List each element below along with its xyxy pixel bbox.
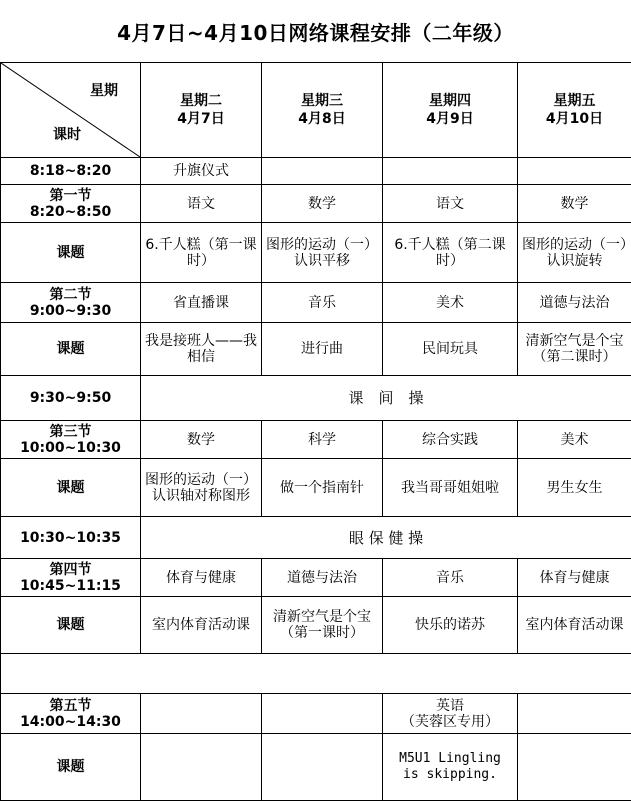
subject-cell: 体育与健康 bbox=[518, 559, 631, 597]
subject-cell: 语文 bbox=[141, 185, 262, 223]
period-label: 第二节 bbox=[49, 286, 92, 303]
day-header-tue bbox=[141, 63, 262, 158]
subject-cell: 数学 bbox=[141, 421, 262, 459]
header-row bbox=[1, 63, 631, 158]
period-row-1 bbox=[1, 185, 631, 223]
period-cell bbox=[1, 421, 141, 459]
subject-cell: 道德与法治 bbox=[262, 559, 383, 597]
topic-cell: 清新空气是个宝（第二课时） bbox=[518, 323, 631, 376]
empty-cell bbox=[262, 734, 383, 801]
empty-cell bbox=[518, 694, 631, 734]
period-label: 第五节 bbox=[49, 697, 92, 714]
day-date: 4月7日 bbox=[177, 111, 225, 127]
topic-cell: 室内体育活动课 bbox=[518, 597, 631, 654]
empty-cell bbox=[141, 734, 262, 801]
corner-weekday-label: 星期 bbox=[90, 83, 118, 99]
period-cell bbox=[1, 559, 141, 597]
period-time: 8:20~8:50 bbox=[29, 203, 112, 220]
period-label: 第三节 bbox=[49, 423, 92, 440]
corner-period-label: 课时 bbox=[53, 127, 81, 143]
topic-cell: 图形的运动（一）认识平移 bbox=[262, 223, 383, 283]
time-cell: 9:30~9:50 bbox=[1, 376, 141, 421]
topic-line: is skipping. bbox=[403, 767, 497, 782]
day-header-fri bbox=[518, 63, 631, 158]
topic-line: M5U1 Lingling bbox=[399, 751, 501, 766]
activity-cell: 眼 保 健 操 bbox=[141, 517, 631, 559]
day-date: 4月9日 bbox=[426, 111, 474, 127]
topic-cell: 我是接班人——我相信 bbox=[141, 323, 262, 376]
topic-cell: 快乐的诺苏 bbox=[383, 597, 518, 654]
topic-label: 课题 bbox=[1, 223, 141, 283]
subject-cell: 音乐 bbox=[383, 559, 518, 597]
activity-cell: 课 间 操 bbox=[141, 376, 631, 421]
period-row-2 bbox=[1, 283, 631, 323]
activity-cell: 升旗仪式 bbox=[141, 158, 262, 185]
day-name: 星期四 bbox=[429, 93, 471, 109]
topic-cell: 室内体育活动课 bbox=[141, 597, 262, 654]
corner-cell bbox=[1, 63, 141, 158]
topic-cell: 6.千人糕（第一课时） bbox=[141, 223, 262, 283]
period-cell bbox=[1, 283, 141, 323]
day-header-wed bbox=[262, 63, 383, 158]
subject-cell: 美术 bbox=[383, 283, 518, 323]
subject-cell: 数学 bbox=[518, 185, 631, 223]
empty-cell bbox=[518, 734, 631, 801]
period-label: 第一节 bbox=[49, 187, 92, 204]
period-time: 10:00~10:30 bbox=[20, 439, 121, 456]
subject-note: （芙蓉区专用） bbox=[401, 713, 499, 730]
period-row-4 bbox=[1, 559, 631, 597]
topic-row-5 bbox=[1, 734, 631, 801]
topic-row-1 bbox=[1, 223, 631, 283]
lunch-gap-row bbox=[1, 654, 631, 694]
topic-cell: 进行曲 bbox=[262, 323, 383, 376]
period-row-3 bbox=[1, 421, 631, 459]
day-header-thu bbox=[383, 63, 518, 158]
schedule-table bbox=[0, 62, 631, 801]
page-title: 4月7日~4月10日网络课程安排（二年级） bbox=[117, 20, 514, 45]
topic-cell: 做一个指南针 bbox=[262, 459, 383, 517]
empty-cell bbox=[262, 158, 383, 185]
subject-cell: 体育与健康 bbox=[141, 559, 262, 597]
topic-label: 课题 bbox=[1, 323, 141, 376]
subject-cell: 科学 bbox=[262, 421, 383, 459]
empty-cell bbox=[141, 694, 262, 734]
day-name: 星期五 bbox=[553, 93, 596, 109]
day-name: 星期三 bbox=[301, 93, 343, 109]
empty-cell bbox=[383, 158, 518, 185]
subject-name: 英语 bbox=[436, 697, 464, 714]
empty-cell bbox=[1, 654, 631, 694]
topic-label: 课题 bbox=[1, 597, 141, 654]
topic-cell: 6.千人糕（第二课时） bbox=[383, 223, 518, 283]
subject-cell bbox=[383, 694, 518, 734]
break-row bbox=[1, 376, 631, 421]
subject-cell: 语文 bbox=[383, 185, 518, 223]
period-time: 14:00~14:30 bbox=[20, 713, 121, 730]
subject-cell: 省直播课 bbox=[141, 283, 262, 323]
period-time: 10:45~11:15 bbox=[20, 577, 121, 594]
subject-cell: 道德与法治 bbox=[518, 283, 631, 323]
eye-exercise-row bbox=[1, 517, 631, 559]
day-name: 星期二 bbox=[180, 93, 222, 109]
time-cell: 8:18~8:20 bbox=[1, 158, 141, 185]
flag-row bbox=[1, 158, 631, 185]
topic-label: 课题 bbox=[1, 734, 141, 801]
topic-row-2 bbox=[1, 323, 631, 376]
topic-cell: 清新空气是个宝（第一课时） bbox=[262, 597, 383, 654]
day-date: 4月10日 bbox=[545, 111, 604, 127]
topic-cell: 民间玩具 bbox=[383, 323, 518, 376]
period-row-5 bbox=[1, 694, 631, 734]
empty-cell bbox=[262, 694, 383, 734]
topic-cell: 图形的运动（一）认识轴对称图形 bbox=[141, 459, 262, 517]
period-label: 第四节 bbox=[49, 561, 92, 578]
topic-label: 课题 bbox=[1, 459, 141, 517]
subject-cell: 数学 bbox=[262, 185, 383, 223]
period-cell bbox=[1, 185, 141, 223]
period-time: 9:00~9:30 bbox=[29, 302, 112, 319]
topic-row-3 bbox=[1, 459, 631, 517]
topic-cell bbox=[383, 734, 518, 801]
topic-cell: 图形的运动（一）认识旋转 bbox=[518, 223, 631, 283]
topic-row-4 bbox=[1, 597, 631, 654]
period-cell bbox=[1, 694, 141, 734]
topic-cell: 男生女生 bbox=[518, 459, 631, 517]
subject-cell: 音乐 bbox=[262, 283, 383, 323]
empty-cell bbox=[518, 158, 631, 185]
subject-cell: 综合实践 bbox=[383, 421, 518, 459]
day-date: 4月8日 bbox=[298, 111, 346, 127]
time-cell: 10:30~10:35 bbox=[1, 517, 141, 559]
subject-cell: 美术 bbox=[518, 421, 631, 459]
topic-cell: 我当哥哥姐姐啦 bbox=[383, 459, 518, 517]
